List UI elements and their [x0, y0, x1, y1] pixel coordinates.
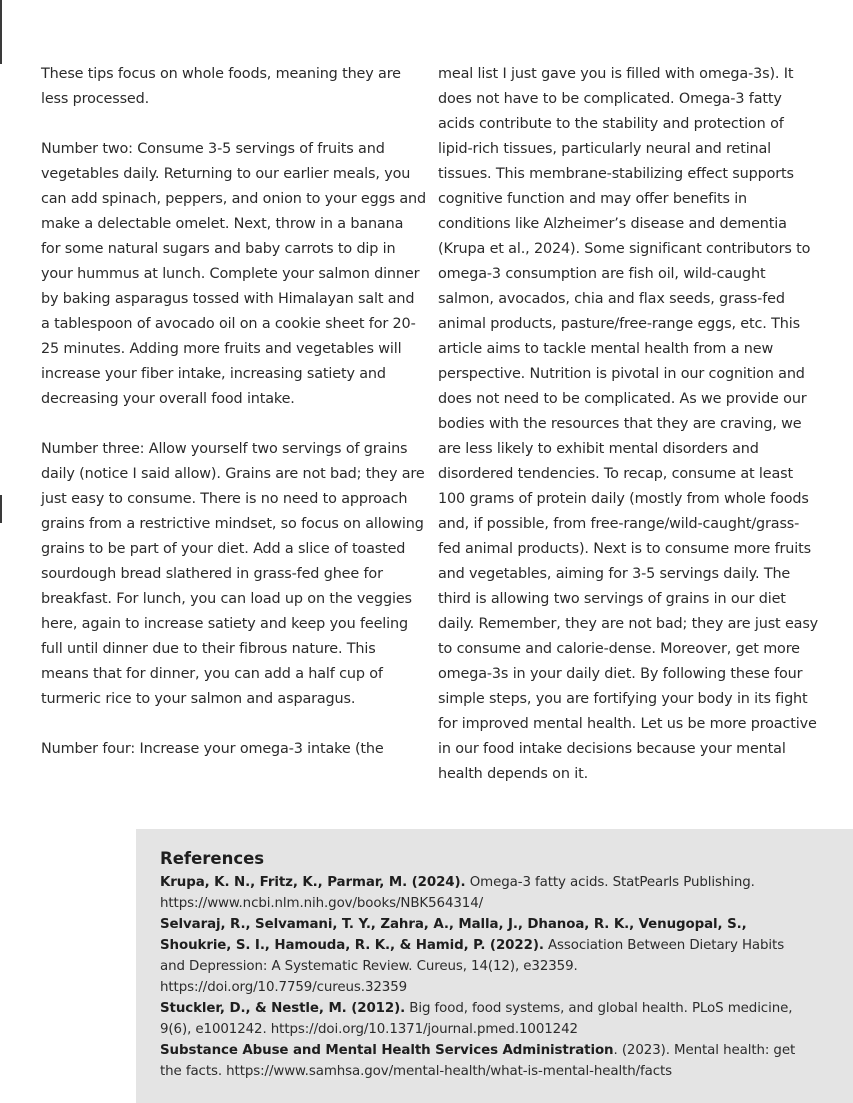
references-title: References	[160, 849, 265, 868]
paragraph-number-three: Number three: Allow yourself two servings of grains daily (notice I said allow). Grains are not bad; they are just easy to consume. There is no need to approach grains from a restrictive mindset, so focus on allowing grains to be part of your diet. Add a slice of toasted sourdough bread slathered in grass-fed ghee for breakfast. For lunch, you can load up on the veggies here, again to increase satiety and keep you feeling full until dinner due to their fibrous nature. This means that for dinner, you can add a half cup of turmeric rice to your salmon and asparagus.	[41, 441, 425, 707]
references-box	[136, 829, 853, 1103]
reference-authors: Krupa, K. N., Fritz, K., Parmar, M. (2024).	[160, 875, 466, 890]
paragraph-intro-tip: These tips focus on whole foods, meaning they are less processed.	[41, 66, 401, 107]
reference-authors: Stuckler, D., & Nestle, M. (2012).	[160, 1001, 406, 1016]
reference-details: Big food, food systems, and global health. PLoS medicine, 9(6), e1001242. https://doi.org/10.1371/journal.pmed.1001242	[160, 1001, 793, 1037]
paragraph-number-two: Number two: Consume 3-5 servings of fruits and vegetables daily. Returning to our earlier meals, you can add spinach, peppers, and onion to your eggs and make a delectable omelet. Next, throw in a banana for some natural sugars and baby carrots to dip in your hummus at lunch. Complete your salmon dinner by baking asparagus tossed with Himalayan salt and a tablespoon of avocado oil on a cookie sheet for 20-25 minutes. Adding more fruits and vegetables will increase your fiber intake, increasing satiety and decreasing your overall food intake.	[41, 141, 427, 407]
reference-item	[160, 914, 810, 998]
reference-authors: Selvaraj, R., Selvamani, T. Y., Zahra, A., Malla, J., Dhanoa, R. K., Venugopal, S., Shoukrie, S. I., Hamouda, R. K., & Hamid, P. (2022).	[160, 917, 747, 953]
paragraph-omega3-conclusion: meal list I just gave you is filled with omega-3s). It does not have to be complicated. Omega-3 fatty acids contribute to the stability and protection of lipid-rich tissues, particularly neural and retinal tissues. This membrane-stabilizing effect supports cognitive function and may offer benefits in conditions like Alzheimer’s disease and dementia (Krupa et al., 2024). Some significant contributors to omega-3 consumption are fish oil, wild-caught salmon, avocados, chia and flax seeds, grass-fed animal products, pasture/free-range eggs, etc. This article aims to tackle mental health from a new perspective. Nutrition is pivotal in our cognition and does not need to be complicated. As we provide our bodies with the resources that they are craving, we are less likely to exhibit mental disorders and disordered tendencies. To recap, consume at least 100 grams of protein daily (mostly from whole foods and, if possible, from free-range/wild-caught/grass-fed animal products). Next is to consume more fruits and vegetables, aiming for 3-5 servings daily. The third is allowing two servings of grains in our diet daily. Remember, they are not bad; they are just easy to consume and calorie-dense. Moreover, get more omega-3s in your daily diet. By following these four simple steps, you are fortifying your body in its fight for improved mental health. Let us be more proactive in our food intake decisions because your mental health depends on it.	[438, 66, 819, 782]
reference-item	[160, 998, 810, 1040]
page-edge-mark-top	[0, 0, 2, 64]
right-column	[438, 62, 820, 787]
page-edge-mark-bottom	[0, 495, 2, 523]
left-column	[41, 62, 427, 762]
reference-details: . (2023). Mental health: get the facts. https://www.samhsa.gov/mental-health/what-is-mental-health/facts	[160, 1043, 796, 1079]
reference-details: Association Between Dietary Habits and Depression: A Systematic Review. Cureus, 14(12), e32359. https://doi.org/10.7759/cureus.32359	[160, 938, 785, 995]
paragraph-number-four: Number four: Increase your omega-3 intake (the	[41, 741, 384, 757]
reference-item	[160, 872, 810, 914]
reference-details: Omega-3 fatty acids. StatPearls Publishing. https://www.ncbi.nlm.nih.gov/books/NBK564314/	[160, 875, 755, 911]
reference-authors: Substance Abuse and Mental Health Services Administration	[160, 1043, 614, 1058]
reference-item	[160, 1040, 810, 1082]
